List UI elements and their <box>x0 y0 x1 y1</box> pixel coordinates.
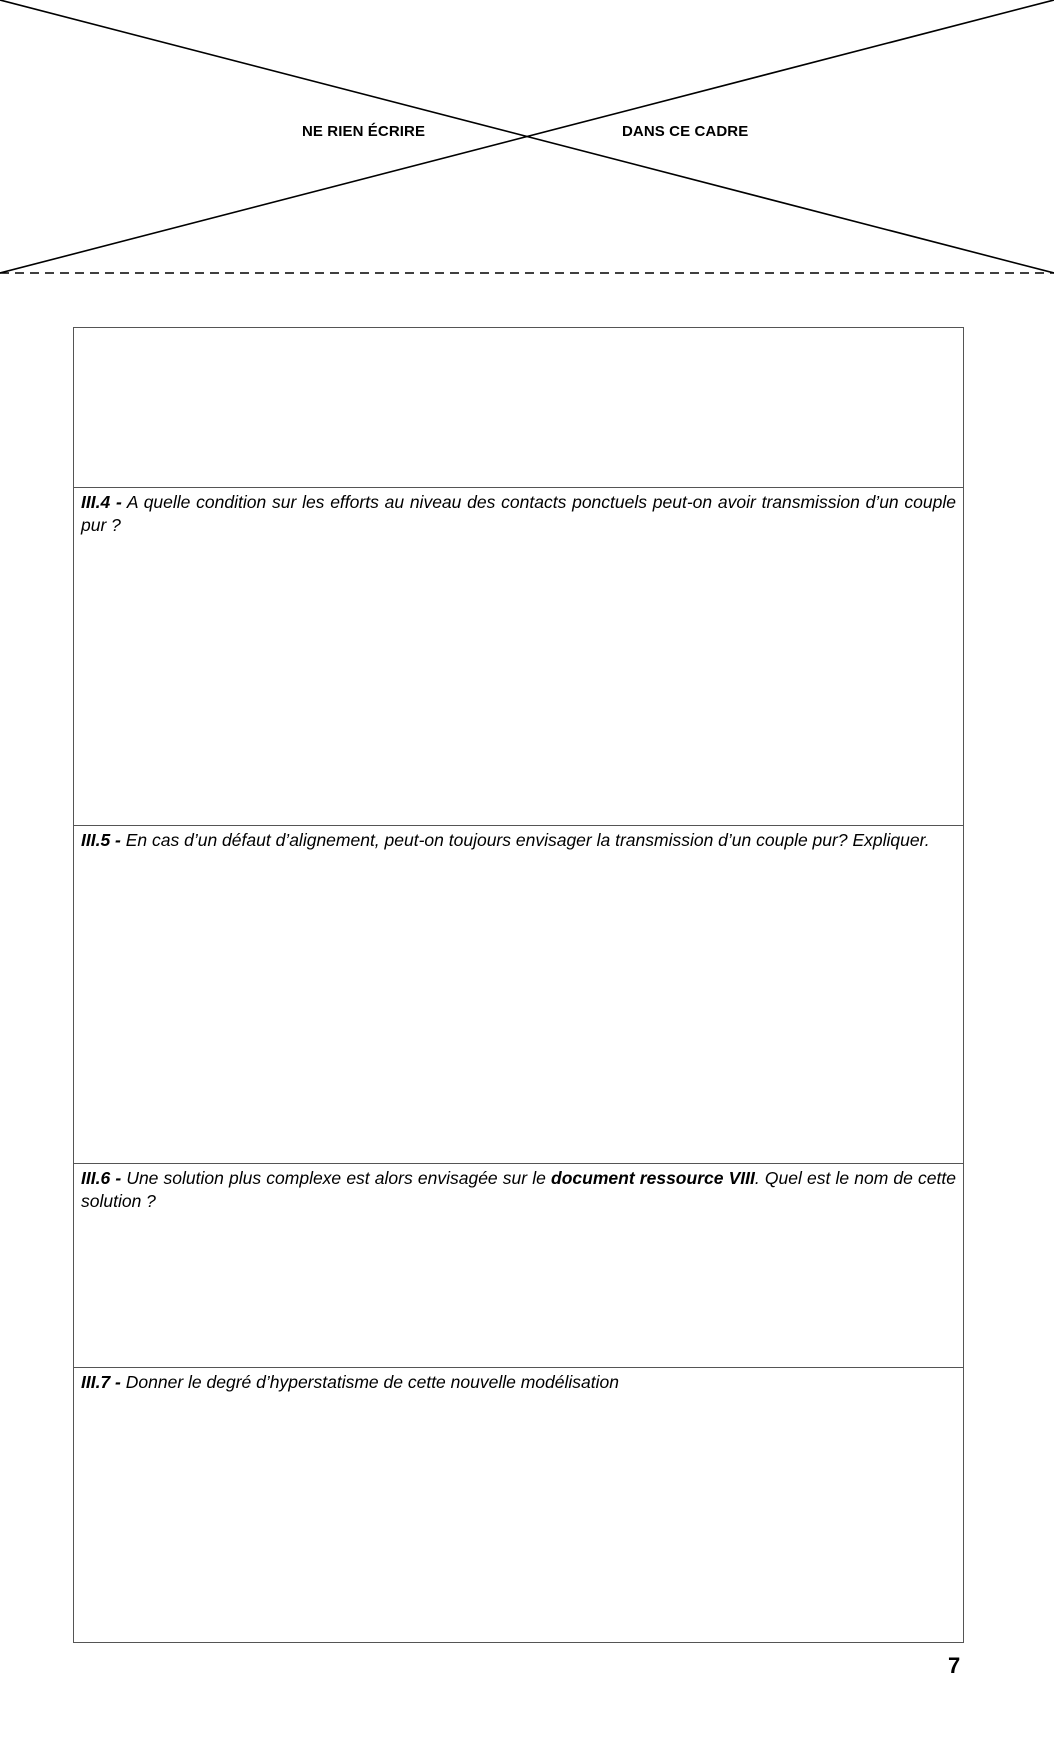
document-reference: document ressource VIII <box>551 1168 755 1188</box>
question-number: III.4 - <box>81 492 122 512</box>
header-text-left: NE RIEN ÉCRIRE <box>302 123 426 140</box>
question-number: III.7 - <box>81 1372 121 1392</box>
question-block <box>74 487 963 537</box>
question-body: Une solution plus complexe est alors envisagée sur le <box>126 1168 546 1188</box>
question-body: A quelle condition sur les efforts au niveau des contacts ponctuels peut-on avoir transmission d’un couple pur ? <box>81 492 956 535</box>
question-body: En cas d’un défaut d’alignement, peut-on toujours envisager la transmission d’un couple pur? Expliquer. <box>125 830 930 850</box>
question-block <box>74 1163 963 1213</box>
question-text <box>81 1371 956 1394</box>
question-body-end: . Quel est le nom de cette solution ? <box>81 1168 956 1211</box>
header-text-right: DANS CE CADRE <box>622 123 749 140</box>
answer-frame[interactable] <box>73 327 964 1643</box>
question-block <box>74 1367 963 1394</box>
page-number: 7 <box>948 1653 961 1678</box>
do-not-write-zone <box>0 0 1054 280</box>
question-number: III.5 - <box>81 830 121 850</box>
question-block <box>74 825 963 852</box>
question-number: III.6 - <box>81 1168 122 1188</box>
question-text <box>81 491 956 537</box>
question-body: Donner le degré d’hyperstatisme de cette nouvelle modélisation <box>125 1372 619 1392</box>
question-text <box>81 1167 956 1213</box>
question-text <box>81 829 956 852</box>
